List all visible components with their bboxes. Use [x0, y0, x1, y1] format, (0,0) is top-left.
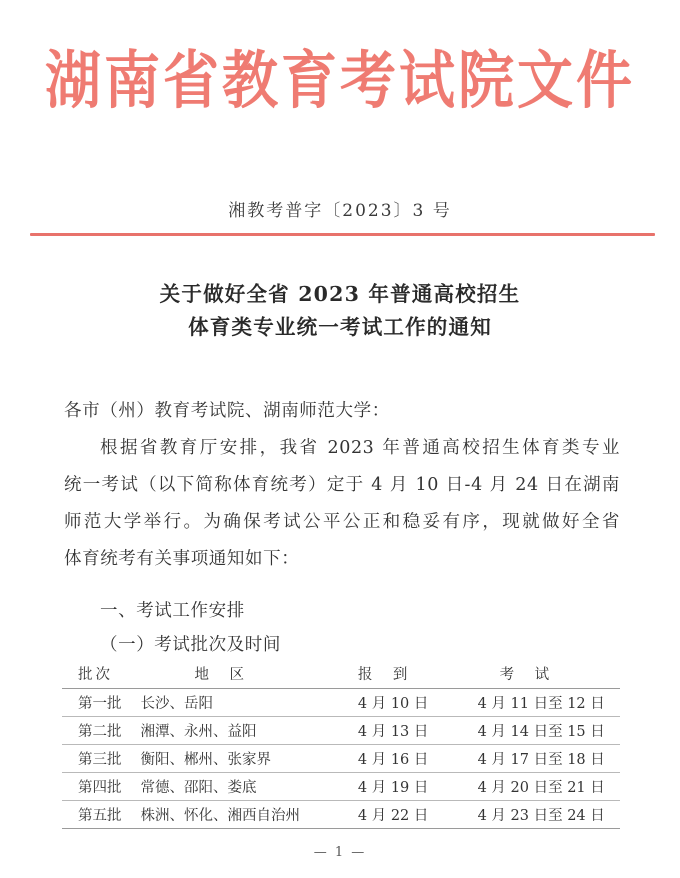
cell-report: 4 月 22 日 [330, 801, 456, 829]
column-header-batch: 批次 [62, 658, 140, 689]
cell-report: 4 月 16 日 [330, 745, 456, 773]
page-number-footer: — 1 — [313, 845, 367, 860]
table-row [62, 745, 620, 773]
table-header-row [62, 658, 620, 689]
table-body [62, 689, 620, 829]
document-title-line-1: 关于做好全省 2023 年普通高校招生 [159, 282, 521, 306]
column-header-exam: 考 试 [456, 658, 620, 689]
table-row [62, 801, 620, 829]
body-paragraph-line-3: 师范大学举行。为确保考试公平公正和稳妥有序，现就做好全省 [64, 512, 620, 532]
cell-region: 长沙、岳阳 [140, 689, 329, 717]
salutation: 各市（州）教育考试院、湖南师范大学： [64, 401, 390, 421]
cell-region: 湘潭、永州、益阳 [140, 717, 329, 745]
table-row [62, 773, 620, 801]
body-paragraph-line-4: 体育统考有关事项通知如下： [64, 549, 300, 569]
cell-batch: 第一批 [62, 689, 140, 717]
subsection-heading-1: （一）考试批次及时间 [100, 635, 281, 655]
table-header [62, 658, 620, 689]
column-header-region: 地 区 [140, 658, 329, 689]
section-heading-1: 一、考试工作安排 [100, 601, 245, 621]
red-divider-rule [30, 233, 655, 236]
table-row [62, 689, 620, 717]
cell-exam: 4 月 11 日至 12 日 [456, 689, 620, 717]
masthead-title: 湖南省教育考试院文件 [45, 43, 635, 118]
cell-exam: 4 月 17 日至 18 日 [456, 745, 620, 773]
exam-schedule-table [62, 658, 620, 829]
cell-exam: 4 月 14 日至 15 日 [456, 717, 620, 745]
cell-report: 4 月 19 日 [330, 773, 456, 801]
masthead [0, 43, 680, 118]
document-title [0, 278, 680, 344]
cell-report: 4 月 10 日 [330, 689, 456, 717]
cell-region: 株洲、怀化、湘西自治州 [140, 801, 329, 829]
table-row [62, 717, 620, 745]
cell-region: 常德、邵阳、娄底 [140, 773, 329, 801]
document-number: 湘教考普字〔2023〕3 号 [228, 201, 452, 221]
cell-exam: 4 月 20 日至 21 日 [456, 773, 620, 801]
body-paragraph-line-2: 统一考试（以下简称体育统考）定于 4 月 10 日-4 月 24 日在湖南 [64, 475, 620, 495]
cell-batch: 第三批 [62, 745, 140, 773]
cell-report: 4 月 13 日 [330, 717, 456, 745]
document-title-line-2: 体育类专业统一考试工作的通知 [188, 315, 492, 339]
cell-batch: 第二批 [62, 717, 140, 745]
cell-batch: 第四批 [62, 773, 140, 801]
column-header-report: 报 到 [330, 658, 456, 689]
headings [64, 594, 620, 662]
body-paragraph-line-1: 根据省教育厅安排，我省 2023 年普通高校招生体育类专业 [100, 438, 620, 458]
cell-batch: 第五批 [62, 801, 140, 829]
body-text [64, 393, 620, 578]
cell-exam: 4 月 23 日至 24 日 [456, 801, 620, 829]
cell-region: 衡阳、郴州、张家界 [140, 745, 329, 773]
